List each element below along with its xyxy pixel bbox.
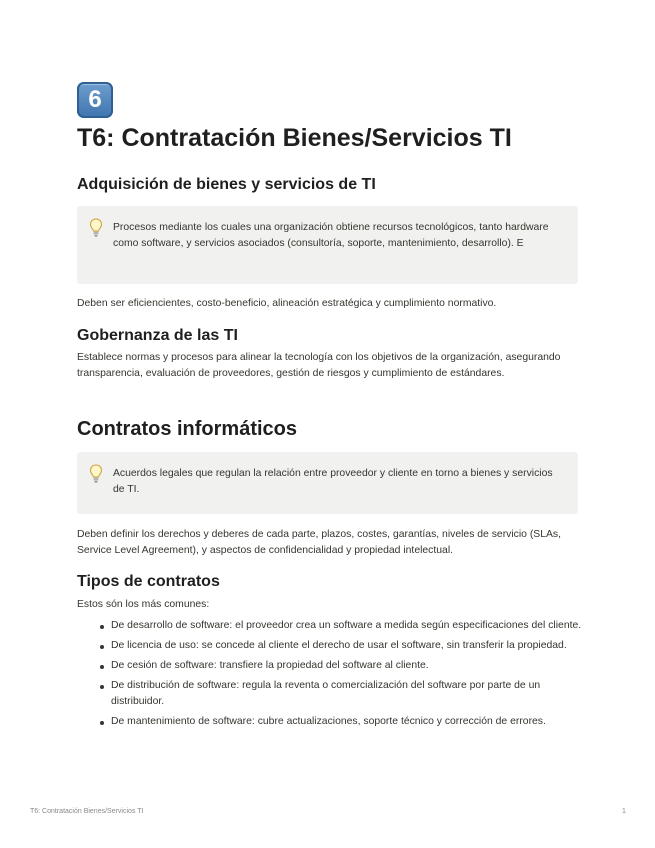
lightbulb-icon <box>89 464 103 484</box>
list-item: De desarrollo de software: el proveedor crea un software a medida según especificaciones del cliente. <box>77 618 582 634</box>
lightbulb-icon <box>89 218 103 238</box>
footer-title: T6: Contratación Bienes/Servicios TI <box>30 808 144 815</box>
paragraph-tipos-intro: Estos són los más comunes: <box>77 599 210 610</box>
paragraph-contratos: Deben definir los derechos y deberes de cada parte, plazos, costes, garantías, niveles de servicio (SLAs, Service Level Agreement), y aspectos de confidencialidad y propiedad intelectual. <box>77 529 562 556</box>
list-item: De licencia de uso: se concede al cliente el derecho de usar el software, sin transferir la propiedad. <box>77 638 582 654</box>
footer-page-number: 1 <box>622 808 626 815</box>
paragraph-gobernanza: Establece normas y procesos para alinear la tecnología con los objetivos de la organización, asegurando transparencia, evaluación de proveedores, gestión de riesgos y cumplimiento de estándares. <box>77 352 561 379</box>
heading-gobernanza: Gobernanza de las TI <box>77 327 238 344</box>
page-title: T6: Contratación Bienes/Servicios TI <box>77 124 512 152</box>
callout-adquisicion <box>77 206 578 284</box>
list-item: De mantenimiento de software: cubre actualizaciones, soporte técnico y corrección de errores. <box>77 714 582 730</box>
list-item: De cesión de software: transfiere la propiedad del software al cliente. <box>77 658 582 674</box>
callout-text: Procesos mediante los cuales una organización obtiene recursos tecnológicos, tanto hardware como software, y servicios asociados (consultoría, soporte, mantenimiento, desarrollo). E <box>113 222 549 249</box>
heading-adquisicion: Adquisición de bienes y servicios de TI <box>77 176 376 193</box>
contract-types-list <box>77 618 582 734</box>
paragraph-eficiencia: Deben ser eficiencientes, costo-beneficio, alineación estratégica y cumplimiento normativo. <box>77 298 497 309</box>
page-icon-keycap-six: 6 <box>77 82 113 118</box>
callout-contratos <box>77 452 578 514</box>
list-item: De distribución de software: regula la reventa o comercialización del software por parte de un distribuidor. <box>77 678 582 710</box>
callout-text: Acuerdos legales que regulan la relación entre proveedor y cliente en torno a bienes y servicios de TI. <box>113 468 553 495</box>
heading-tipos: Tipos de contratos <box>77 573 220 590</box>
heading-contratos: Contratos informáticos <box>77 418 298 440</box>
